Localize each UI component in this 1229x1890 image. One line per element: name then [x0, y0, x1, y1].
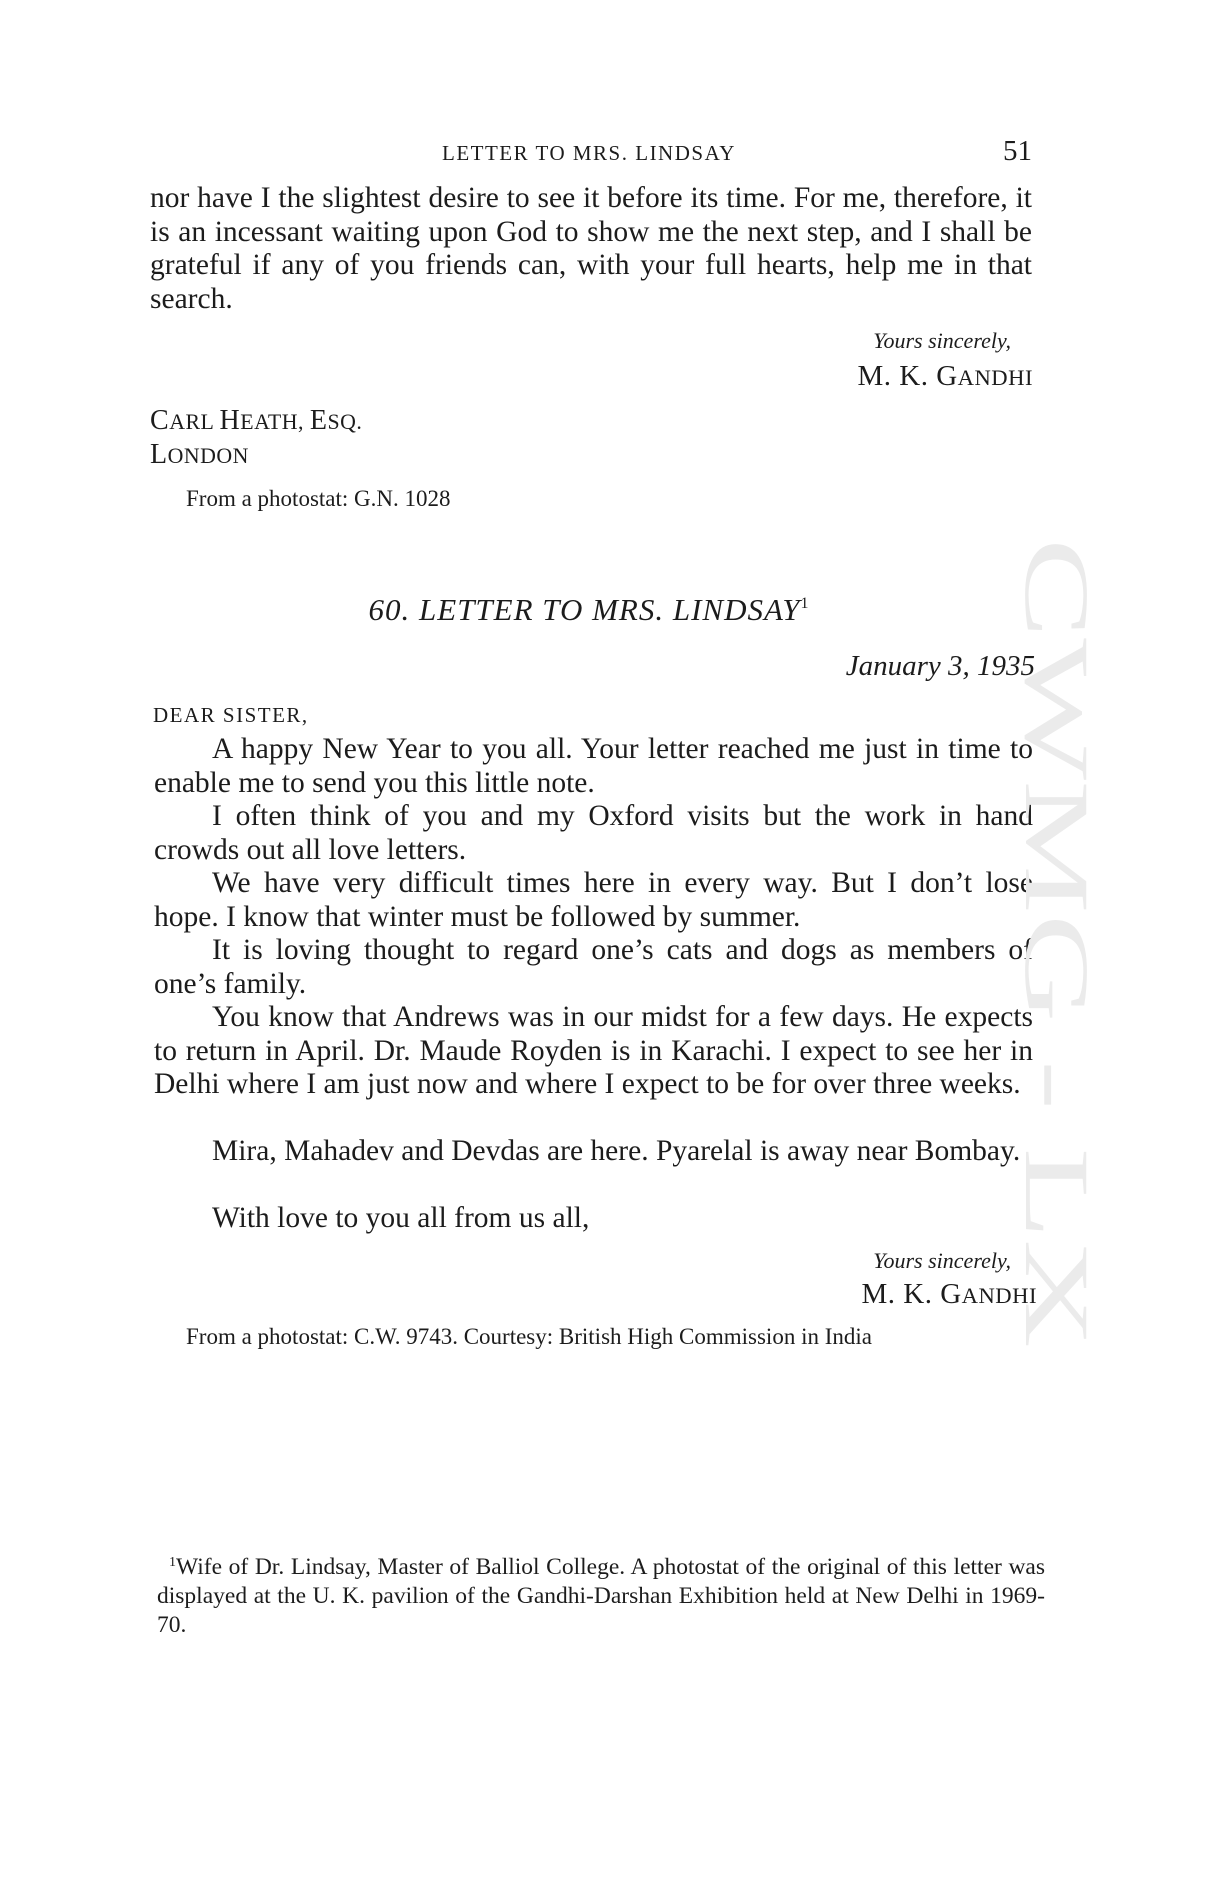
running-head — [150, 135, 1032, 170]
salutation: DEAR SISTER, — [153, 703, 309, 727]
letter-source: From a photostat: C.W. 9743. Courtesy: British High Commission in India — [186, 1324, 872, 1349]
letter-paragraph: Mira, Mahadev and Devdas are here. Pyarelal is away near Bombay. — [212, 1135, 1021, 1167]
watermark-text: CWMG - LX — [1006, 538, 1108, 1034]
prev-letter-signature: M. K. GANDHI — [857, 360, 1033, 392]
page-number: 51 — [1003, 135, 1032, 167]
letter-signature: M. K. GANDHI — [861, 1278, 1037, 1310]
letter-title: 60. LETTER TO MRS. LINDSAY$^1$ — [368, 592, 810, 627]
prev-letter-source: From a photostat: G.N. 1028 — [186, 486, 451, 511]
letter-paragraph: It is loving thought to regard one’s cats and dogs as members of one’s family. — [154, 934, 1033, 1000]
addressee-name: CARL HEATH, ESQ. — [150, 405, 363, 436]
letter-paragraph: With love to you all from us all, — [212, 1202, 590, 1234]
running-title: LETTER TO MRS. LINDSAY — [442, 141, 736, 165]
prev-letter-paragraph: nor have I the slightest desire to see it before its time. For me, therefore, it is an incessant waiting upon God to show me the next step, and I shall be grateful if any of you friends can, with your full hearts, help me in that search. — [150, 182, 1032, 315]
footnote — [157, 1548, 1045, 1640]
letter-date: January 3, 1935 — [845, 650, 1035, 682]
letter-paragraph: You know that Andrews was in our midst for a few days. He expects to return in April. Dr. Maude Royden is in Karachi. I expect to see her in Delhi where I am just now and where I expect to be for over three weeks. — [154, 1001, 1033, 1101]
footnote-text: Wife of Dr. Lindsay, Master of Balliol College. A photostat of the original of this letter was displayed at the U. K. pavilion of the Gandhi-Darshan Exhibition held at New Delhi in 1969-70. — [157, 1554, 1045, 1638]
letter-closing: Yours sincerely, — [873, 1248, 1011, 1273]
letter-paragraph: We have very difficult times here in every way. But I don’t lose hope. I know that winter must be followed by summer. — [154, 867, 1033, 933]
footnote-ref: 1 — [800, 595, 810, 612]
footnote-marker: 1 — [169, 1555, 176, 1570]
prev-letter-closing: Yours sincerely, — [873, 328, 1011, 353]
letter-paragraph: I often think of you and my Oxford visits but the work in hand crowds out all love letters. — [154, 800, 1033, 866]
addressee-place: LONDON — [150, 439, 249, 470]
letter-paragraph: A happy New Year to you all. Your letter reached me just in time to enable me to send you this little note. — [154, 733, 1033, 799]
